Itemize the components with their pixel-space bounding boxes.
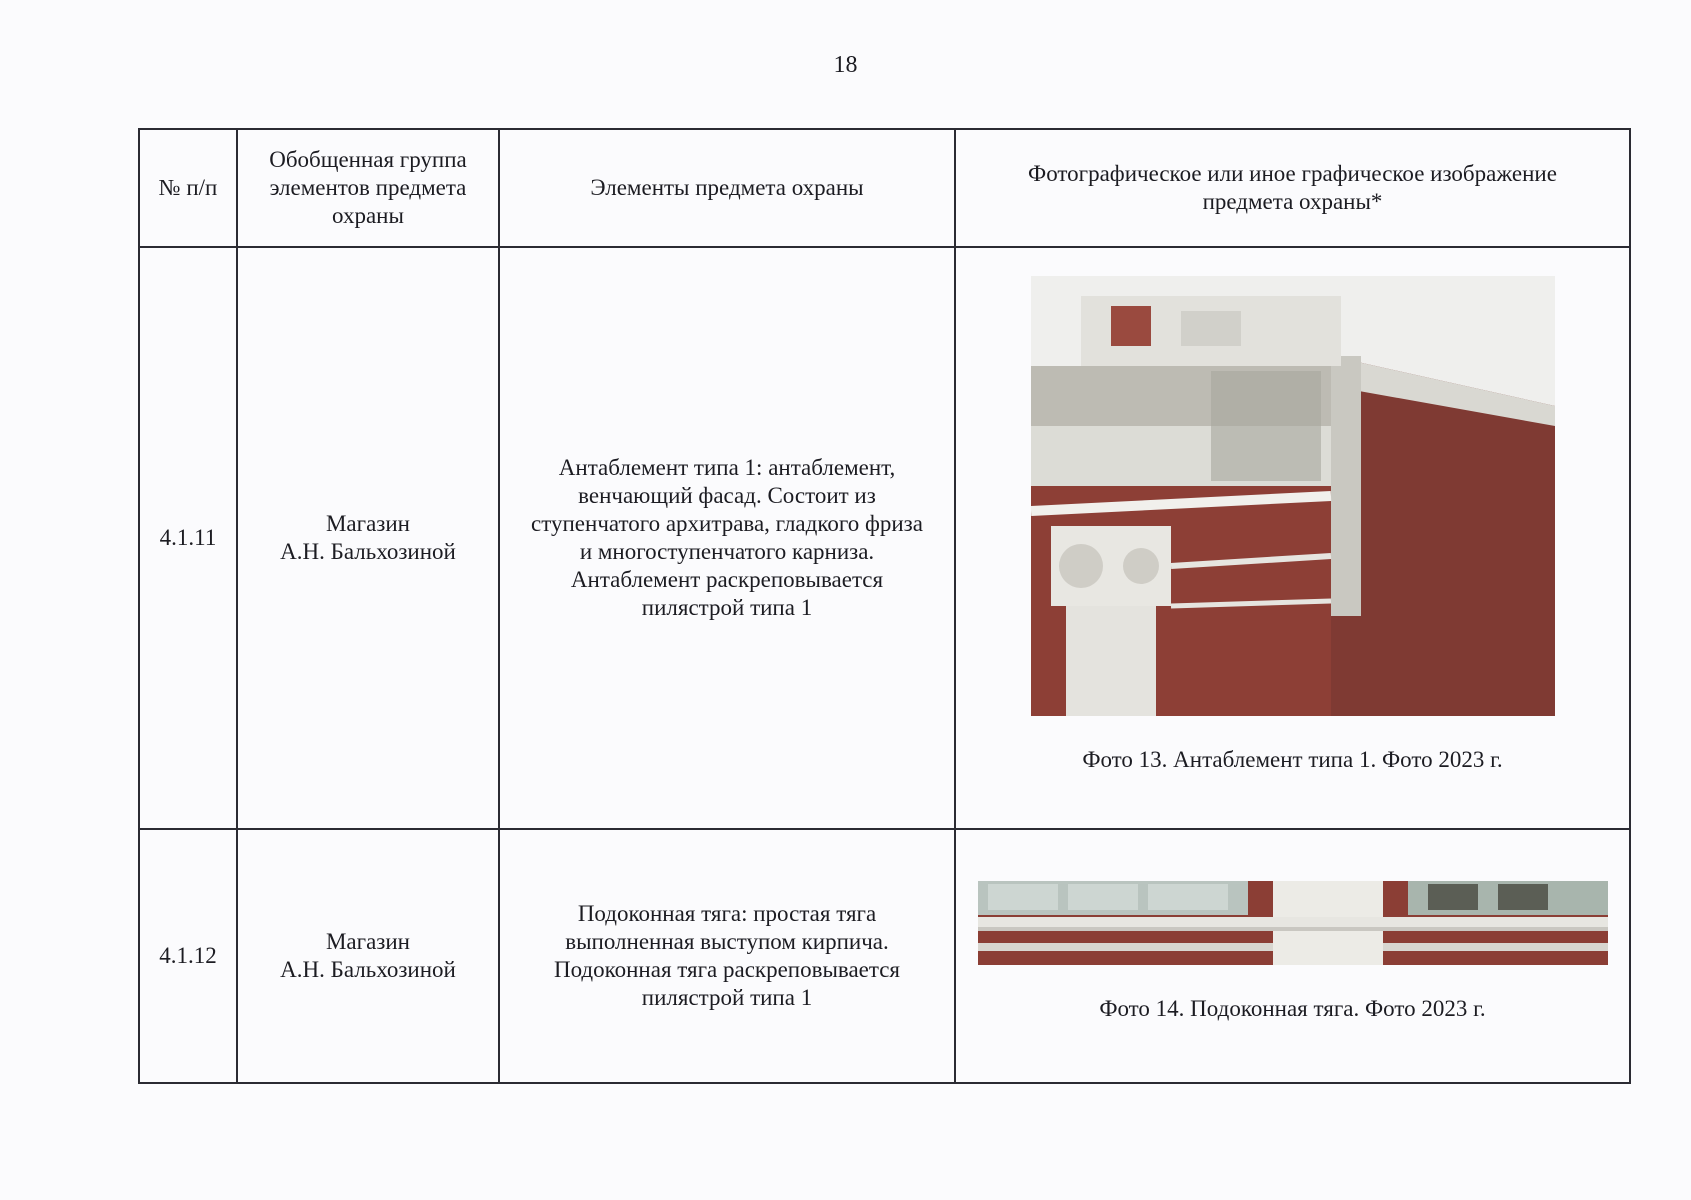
row-photo-cell: [955, 247, 1630, 829]
page-number: 18: [833, 52, 858, 78]
table-row: [139, 247, 1630, 829]
photo-caption: Фото 13. Антаблемент типа 1. Фото 2023 г.: [1082, 747, 1503, 772]
header-group: Обобщенная группа элементов предмета охраны: [237, 129, 499, 247]
table-row: [139, 829, 1630, 1083]
row-number: 4.1.12: [139, 829, 237, 1083]
table-header-row: [139, 129, 1630, 247]
row-group: Магазин А.Н. Бальхозиной: [237, 247, 499, 829]
photo-sill-string: [978, 881, 1608, 965]
row-number: 4.1.11: [139, 247, 237, 829]
row-elements: Подоконная тяга: простая тяга выполненная выступом кирпича. Подоконная тяга раскреповывается пилястрой типа 1: [499, 829, 955, 1083]
heritage-elements-table: [138, 128, 1631, 1084]
header-photo: Фотографическое или иное графическое изображение предмета охраны*: [955, 129, 1630, 247]
header-elements: Элементы предмета охраны: [499, 129, 955, 247]
photo-entablature-image: [1031, 276, 1555, 716]
photo-sill-string-image: [978, 881, 1608, 965]
row-group: Магазин А.Н. Бальхозиной: [237, 829, 499, 1083]
row-elements: Антаблемент типа 1: антаблемент, венчающий фасад. Состоит из ступенчатого архитрава, гладкого фриза и многоступенчатого карниза. Антаблемент раскреповывается пилястрой типа 1: [499, 247, 955, 829]
header-number: № п/п: [139, 129, 237, 247]
row-photo-cell: [955, 829, 1630, 1083]
photo-caption: Фото 14. Подоконная тяга. Фото 2023 г.: [1099, 996, 1486, 1021]
photo-entablature: [1031, 276, 1555, 716]
